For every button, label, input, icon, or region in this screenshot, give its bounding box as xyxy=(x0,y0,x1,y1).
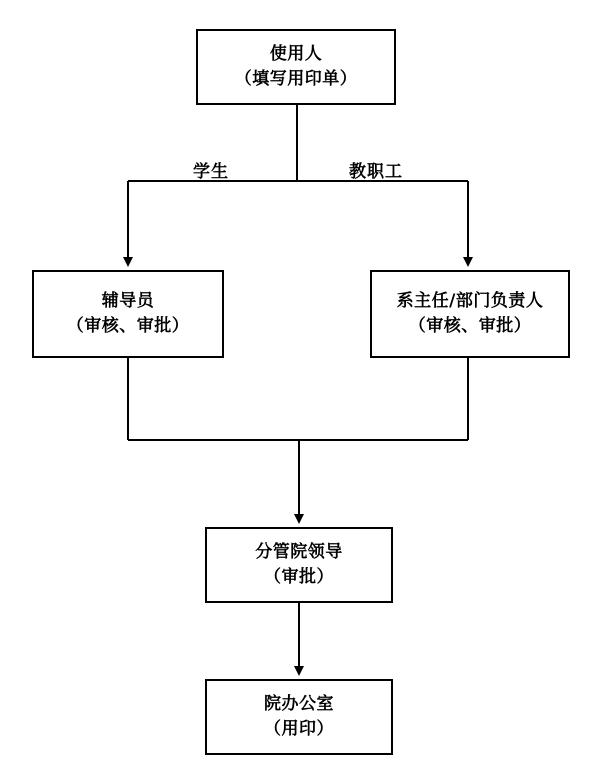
node-department-head xyxy=(370,270,570,358)
node-department-head-line1: 系主任/部门负责人 xyxy=(396,291,544,312)
node-admin-office xyxy=(205,679,393,755)
node-applicant xyxy=(196,29,396,105)
node-counselor xyxy=(32,270,224,358)
node-vice-president-line2: （审批） xyxy=(264,567,334,587)
edge-label-student: 学生 xyxy=(193,162,229,182)
node-applicant-line2: （填写用印单） xyxy=(234,69,358,89)
node-admin-office-line2: （用印） xyxy=(264,719,334,739)
node-vice-president-line1: 分管院领导 xyxy=(255,542,343,563)
node-applicant-line1: 使用人 xyxy=(269,44,323,65)
edge-label-staff: 教职工 xyxy=(349,162,403,182)
node-counselor-line1: 辅导员 xyxy=(101,291,155,312)
node-admin-office-line1: 院办公室 xyxy=(264,694,334,715)
node-vice-president xyxy=(205,527,393,603)
node-department-head-line2: （审核、审批） xyxy=(408,316,532,336)
node-counselor-line2: （审核、审批） xyxy=(66,316,190,336)
